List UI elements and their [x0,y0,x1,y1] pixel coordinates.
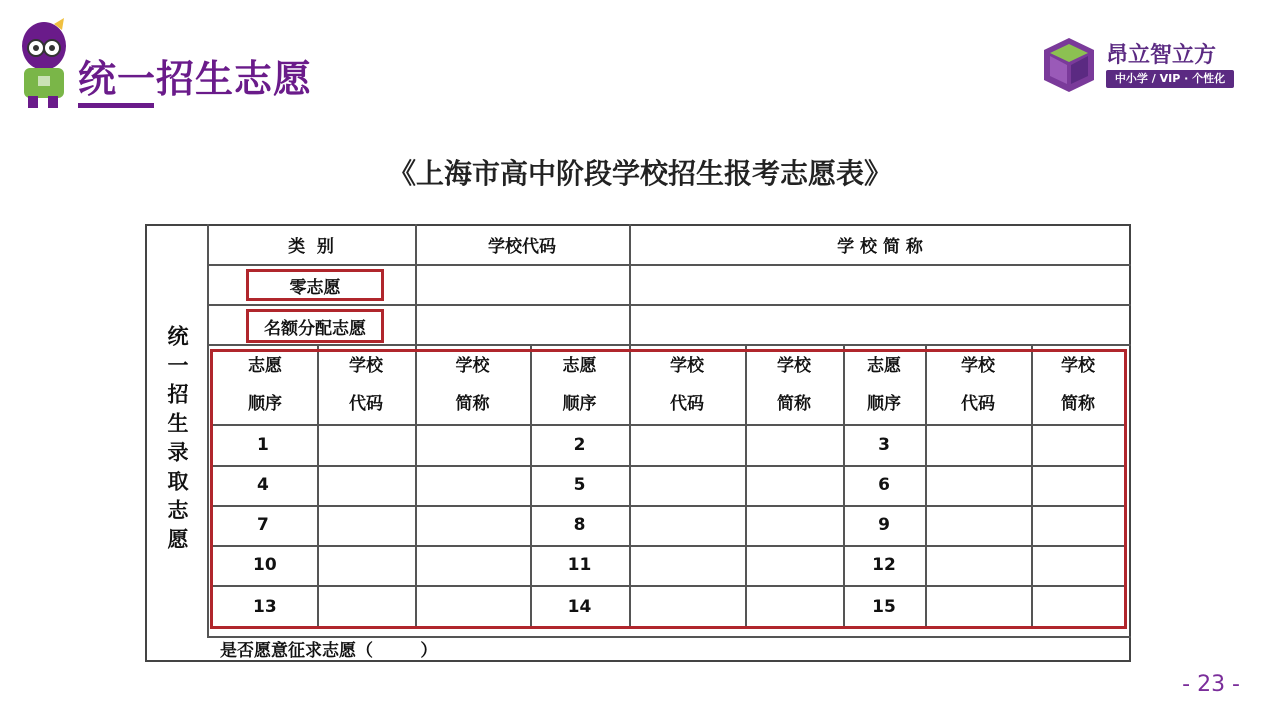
choice-number: 7 [257,515,269,535]
choice-number: 5 [573,475,586,495]
choice-number: 10 [253,555,277,575]
grid-header-cell: 志愿 顺序 [562,356,597,414]
choice-number: 13 [253,596,277,617]
choice-number: 9 [878,515,890,535]
form-line [207,304,1131,306]
grid-header-cell: 志愿 顺序 [248,356,282,414]
grid-header-cell: 学校 代码 [961,356,995,414]
solicit-choice-question: 是否愿意征求志愿（ ） [220,640,438,661]
quota-choice-label: 名额分配志愿 [246,309,384,343]
mascot-icon [14,18,72,110]
choice-number: 6 [878,475,890,495]
side-label: 统一招生录取志愿 [165,325,189,557]
grid-header-cell: 学校 代码 [349,356,383,414]
choice-number: 14 [567,596,592,617]
choice-number: 8 [573,515,586,535]
brand-tagline: 中小学 / VIP · 个性化 [1106,70,1234,88]
choice-number: 4 [257,475,269,495]
grid-header-cell: 学校 简称 [455,356,490,414]
choice-number: 11 [567,555,592,575]
form-line [207,264,1131,266]
choice-number: 3 [878,434,890,455]
cube-logo-icon [1038,34,1100,96]
choice-number: 12 [872,555,896,575]
form-line [207,224,209,636]
grid-header-cell: 学校 简称 [777,356,811,414]
choice-number: 2 [573,434,586,455]
grid-header-cell: 学校 简称 [1061,356,1095,414]
slide-title: 统一招生志愿 [78,57,313,101]
header-school-name: 学 校 简 称 [837,236,923,257]
grid-header-cell: 志愿 顺序 [867,356,901,414]
page-number: - 23 - [1182,672,1240,697]
choice-number: 15 [872,596,896,617]
grid-header-cell: 学校 代码 [670,356,704,414]
brand-logo [1038,34,1248,96]
header-school-code: 学校代码 [488,236,556,257]
title-underline [78,103,154,108]
choice-number: 1 [257,434,269,455]
document-title: 《上海市高中阶段学校招生报考志愿表》 [387,157,892,190]
zero-choice-label: 零志愿 [246,269,384,301]
header-category: 类 别 [288,236,334,257]
grid-highlight-box [210,349,1127,629]
brand-name: 昂立智立方 [1106,43,1217,68]
